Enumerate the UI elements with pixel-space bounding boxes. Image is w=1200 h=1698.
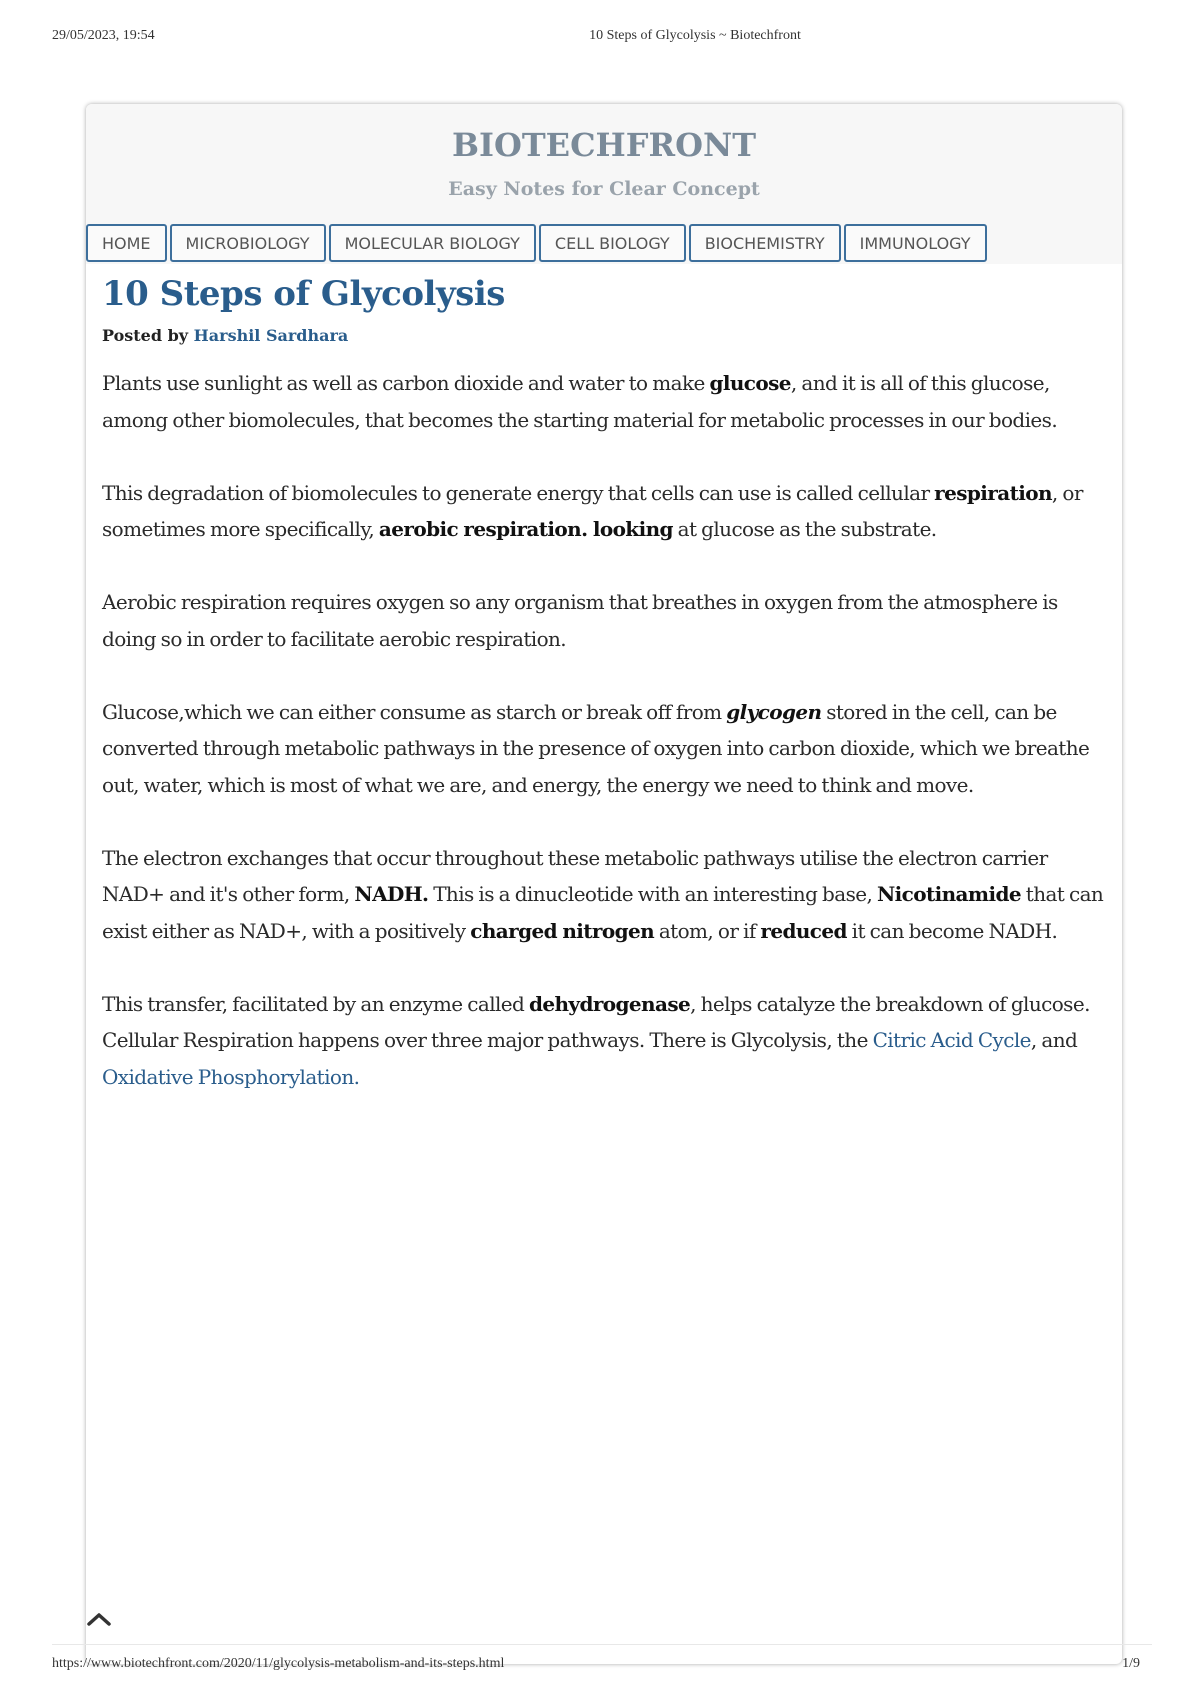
paragraph-5 bbox=[102, 840, 1108, 950]
bold-text: Nicotinamide bbox=[876, 882, 1021, 906]
page-card bbox=[86, 104, 1122, 1664]
site-header bbox=[86, 104, 1122, 264]
article-body bbox=[102, 365, 1108, 1095]
nav-item-immunology[interactable]: IMMUNOLOGY bbox=[844, 224, 987, 262]
text: , and bbox=[1030, 1028, 1078, 1052]
text: stored in the cell, can be converted through metabolic pathways in the presence of oxygen into carbon dioxide, which we breathe out, water, which is most of what we are, and energy, the energy we need to think and move. bbox=[102, 699, 1090, 797]
italic-text: glycogen bbox=[726, 699, 822, 724]
nav-item-biochemistry[interactable]: BIOCHEMISTRY bbox=[689, 224, 841, 262]
site-title[interactable]: BIOTECHFRONT bbox=[451, 126, 757, 164]
bold-text: glucose bbox=[709, 371, 791, 395]
text: Glucose,which we can either consume as starch or break off from bbox=[102, 699, 727, 724]
print-date: 29/05/2023, 19:54 bbox=[52, 28, 155, 43]
posted-by-label: Posted by bbox=[102, 326, 189, 345]
print-header bbox=[0, 28, 1200, 48]
paragraph-6 bbox=[102, 986, 1108, 1096]
nav-item-cell-biology[interactable]: CELL BIOLOGY bbox=[539, 224, 686, 262]
byline bbox=[102, 326, 1108, 345]
text: This transfer, facilitated by an enzyme called bbox=[102, 991, 529, 1016]
footer-divider bbox=[52, 1644, 1152, 1645]
text: , and it is all of this glucose, among other biomolecules, that becomes the starting material for metabolic processes in our bodies. bbox=[102, 371, 1058, 432]
text: , helps catalyze the breakdown of glucose. Cellular Respiration happens over three major pathways. There is Glycolysis, the bbox=[102, 991, 1090, 1052]
page-number: 1/9 bbox=[1122, 1656, 1140, 1671]
text: that can exist either as NAD+, with a positively bbox=[102, 882, 1104, 943]
paragraph-2 bbox=[102, 475, 1108, 548]
scroll-to-top-button[interactable] bbox=[84, 1606, 114, 1632]
citric-acid-cycle-link[interactable]: Citric Acid Cycle bbox=[872, 1028, 1031, 1052]
post-content bbox=[102, 272, 1108, 1132]
bold-italic-text bbox=[726, 700, 821, 724]
paragraph-3 bbox=[102, 584, 1108, 657]
chevron-up-icon bbox=[86, 1611, 112, 1627]
text: This is a dinucleotide with an interesting base, bbox=[428, 882, 877, 906]
main-nav bbox=[86, 224, 987, 262]
site-tagline: Easy Notes for Clear Concept bbox=[448, 178, 760, 200]
bold-text: dehydrogenase bbox=[528, 991, 691, 1016]
text: The electron exchanges that occur throughout these metabolic pathways utilise the electron carrier NAD+ and it's other form, bbox=[102, 845, 1048, 906]
author-link[interactable]: Harshil Sardhara bbox=[193, 326, 349, 345]
text: , or sometimes more specifically, bbox=[102, 480, 1083, 541]
text: atom, or if bbox=[654, 918, 761, 943]
bold-text: charged nitrogen bbox=[470, 918, 655, 943]
text: Aerobic respiration requires oxygen so any organism that breathes in oxygen from the atmosphere is doing so in order to facilitate aerobic respiration. bbox=[102, 590, 1058, 651]
print-url: https://www.biotechfront.com/2020/11/glycolysis-metabolism-and-its-steps.html bbox=[52, 1656, 505, 1671]
bold-text: aerobic respiration. looking bbox=[378, 517, 673, 541]
nav-item-home[interactable]: HOME bbox=[86, 224, 167, 262]
bold-text: NADH. bbox=[354, 882, 429, 906]
text: Plants use sunlight as well as carbon dioxide and water to make bbox=[102, 371, 710, 395]
bold-text: reduced bbox=[760, 918, 847, 943]
text: at glucose as the substrate. bbox=[672, 517, 937, 541]
bold-text: respiration bbox=[934, 480, 1052, 505]
text: This degradation of biomolecules to generate energy that cells can use is called cellular bbox=[102, 480, 935, 505]
nav-item-molecular-biology[interactable]: MOLECULAR BIOLOGY bbox=[329, 224, 536, 262]
post-title: 10 Steps of Glycolysis bbox=[102, 274, 505, 314]
paragraph-1 bbox=[102, 365, 1108, 438]
oxidative-phosphorylation-link[interactable]: Oxidative Phosphorylation. bbox=[102, 1064, 360, 1089]
paragraph-4 bbox=[102, 694, 1108, 804]
text: it can become NADH. bbox=[846, 918, 1058, 943]
print-page-title: 10 Steps of Glycolysis ~ Biotechfront bbox=[589, 28, 801, 43]
nav-item-microbiology[interactable]: MICROBIOLOGY bbox=[170, 224, 326, 262]
